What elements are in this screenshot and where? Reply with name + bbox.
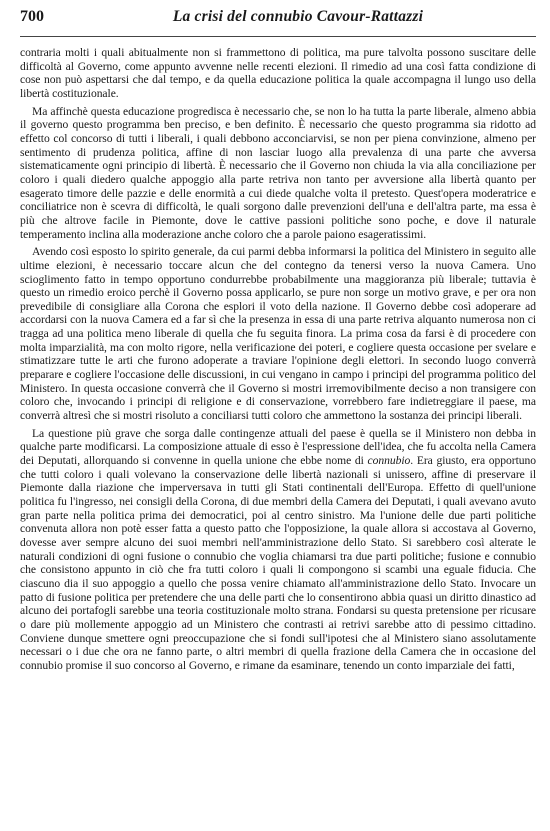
paragraph-ministry-policy: Avendo così esposto lo spirito generale, da cui parmi debba informarsi la politica del Ministero in seguito alle ultime elezioni, è necessario toccare alcun che del contegno da tenersi verso la nuova Camera. Uno scioglimento fatto in tempo opportuno condurrebbe probabilmente una maggioranza più liberale; tuttavia è questo un rimedio eroico perchè il Governo possa applicarlo, se pure non sorge un motivo grave, e per ora non prevedibile di consigliare alla Corona che esplori il voto della nazione. Il Governo debbe così adoperare ad accordarsi con la nuova Camera ed a far sì che la presenza in essa di una parte retriva alquanto numerosa non ci tragga ad una politica meno liberale di quella che fu seguita finora. La prima cosa da farsi è di procedere con molta imparzialità, ma con molto rigore, nella verificazione dei poteri, e cogliere questa occasione per svelare e stimatizzare tutte le arti che furono adoperate a traviare l'opinione degli elettori. In secondo luogo converrà preparare e cogliere l'occasione delle discussioni, in cui vengano in campo i principi del programma politico del Ministero. In questa occasione converrà che il Governo si mostri irremovibilmente deciso a non transigere con coloro che, invocando i principi di religione e di conservazione, vorrebbero fare indietreggiare il paese, ma converrà altresì che si mostri risoluto a conciliarsi tutti coloro che ammettono la sostanza dei principi liberali. <box>20 245 536 423</box>
paragraph-connubio: La questione più grave che sorga dalle contingenze attuali del paese è quella se il Ministero non debba in qualche parte modificarsi. La composizione attuale di esso è l'espressione dell'idea, che fu accolta nella Camera dei Deputati, allorquando si convenne in quella unione che ebbe nome di connubio. Era giusto, era opportuno che tutti coloro i quali volevano la conservazione delle libertà nazionali si unissero, affine di preservare il Piemonte dalla riazione che imperversava in tutti gli Stati continentali dell'Europa. Effetto di quell'unione politica fu l'ingresso, nei consigli della Corona, di due membri della Camera dei Deputati, i quali avevano avuto gran parte nella politica prima dei democratici, poi al centro sinistro. Ma l'unione delle due parti politiche convenuta allora non potè esser fatta a questo patto che l'opposizione, la quale allora si accostava al Governo, dovesse aver sempre alcuno dei suoi membri nell'amministrazione dello Stato. Si sarebbero così alterate le naturali condizioni di ogni fusione o connubio che voglia chiamarsi tra due parti politiche; fusione e connubio che consistono appunto in ciò che fra tutti coloro i quali li compongono si scambi una eguale fiducia. Che ciascuno dia il suo appoggio a quello che possa venire chiamato all'amministrazione dello Stato. Invocare un patto di fusione politica per pretendere che una delle parti che lo consentirono abbia quasi un diritto dinastico ad alcuno dei portafogli sarebbe una teoria costituzionale molto strana. Fondarsi su questa pretensione per ricusare o dare più mollemente appoggio ad un Ministero che contrasti ai retrivi sarebbe atto di pessimo cittadino. Conviene dunque smettere ogni preoccupazione che si fondi sull'ipotesi che al Ministero siano assolutamente necessari o i due che ora ne fanno parte, o altri membri di quella frazione della Camera che in occasione del connubio promise il suo concorso al Governo, e rimane da esaminare, tenendo un conto imparziale dei fatti, <box>20 426 536 672</box>
page-number: 700 <box>20 8 44 25</box>
paragraph-education: Ma affinchè questa educazione progredisca è necessario che, se non lo ha tutta la parte liberale, almeno abbia il governo questo programma ben preciso, e ben definito. È necessario che questo programma sia ridotto ad effetto col concorso di tutti i liberali, i quali debbono acconciarvisi, se non per piena convinzione, almeno per sentimento di prudenza politica, affine di non lasciar luogo alla prevalenza di una parte che avversa sistematicamente ogni principio di libertà. È necessario che il Governo non chiuda la via alla conciliazione per coloro i quali diedero qualche appoggio alla parte retriva non tanto per avversione alla libertà quanto per esagerato timore delle pazzie e delle enormità a cui diede qualche volta il pretesto. Quest'opera moderatrice e conciliatrice non è scevra di difficoltà, le quali sorgono dalle prevenzioni dell'una e dell'altra parte, ma essa è più che altrove facile in Piemonte, dove le cattive passioni politiche sono poche, e dove il naturale temperamento inclina alla moderazione anche coloro che a parole paiono esageratissimi. <box>20 104 536 241</box>
page-header <box>20 8 536 37</box>
paragraph-continuation: contraria molti i quali abitualmente non si frammettono di politica, ma pure talvolta possono suscitare delle difficoltà al Governo, come appunto avvenne nelle recenti elezioni. Il rimedio ad una così fatta condizione di cose non può aspettarsi che dal tempo, e da quella educazione politica la quale accompagna il lungo uso della libertà costituzionale. <box>20 46 536 100</box>
italic-term-connubio: connubio <box>367 454 411 468</box>
running-title: La crisi del connubio Cavour-Rattazzi <box>172 8 424 25</box>
